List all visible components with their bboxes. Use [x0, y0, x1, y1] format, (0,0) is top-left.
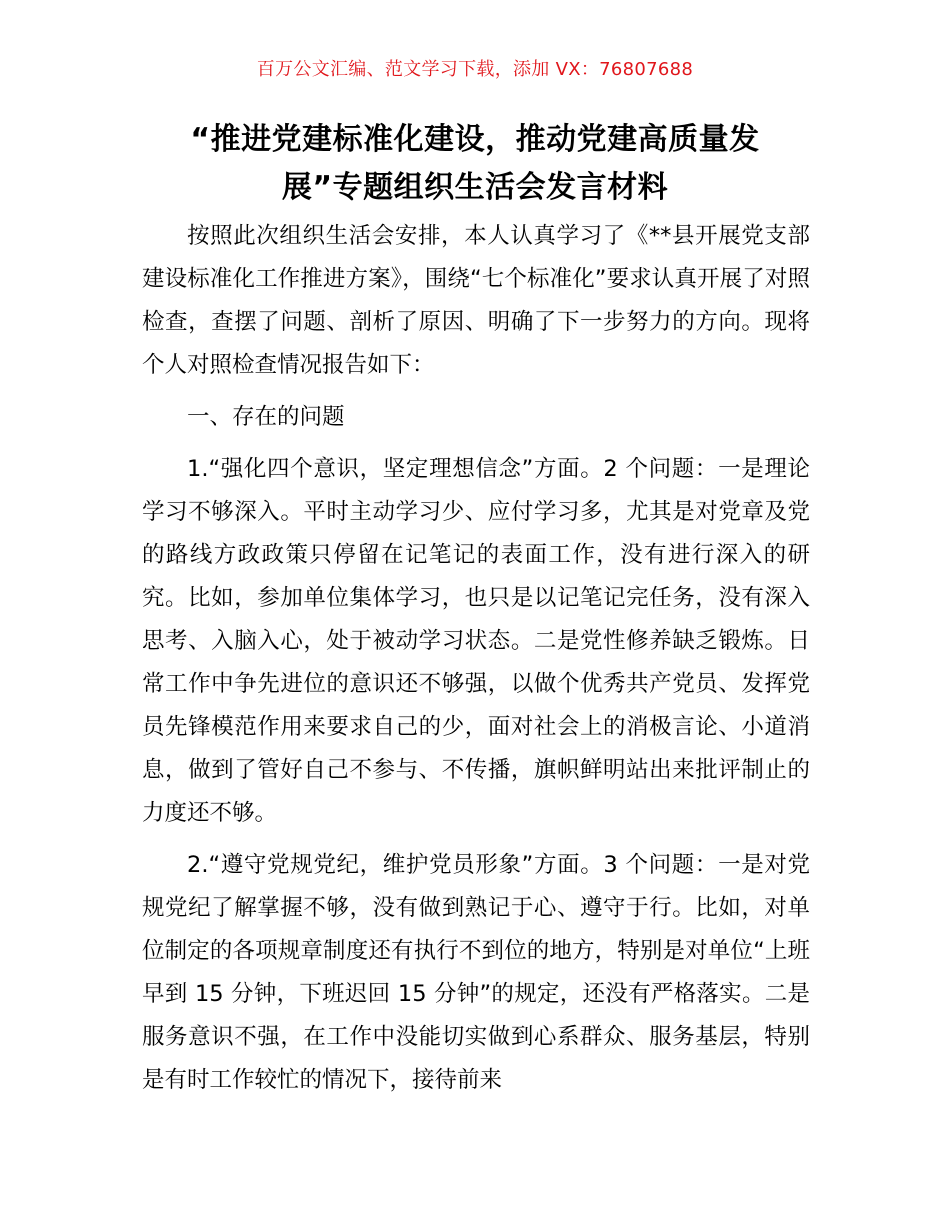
watermark-header: 百万公文汇编、范文学习下载，添加 VX：76807688 — [256, 59, 694, 80]
section-heading: 一、存在的问题 — [187, 404, 345, 430]
paragraph-intro: 按照此次组织生活会安排，本人认真学习了《**县开展党支部建设标准化工作推进方案》，围绕“七个标准化”要求认真开展了对照检查，查摆了问题、剖析了原因、明确了下一步努力的方向。现将个人对照检查情况报告如下： — [142, 223, 810, 378]
paragraph-item-1: 1.“强化四个意识，坚定理想信念”方面。2 个问题：一是理论学习不够深入。平时主动学习少、应付学习多，尤其是对党章及党的路线方政政策只停留在记笔记的表面工作，没有进行深入的研究。比如，参加单位集体学习，也只是以记笔记完任务，没有深入思考、入脑入心，处于被动学习状态。二是党性修养缺乏锻炼。日常工作中争先进位的意识还不够强，以做个优秀共产党员、发挥党员先锋模范作用来要求自己的少，面对社会上的消极言论、小道消息，做到了管好自己不参与、不传播，旗帜鲜明站出来批评制止的力度还不够。 — [142, 456, 810, 826]
document-body — [142, 215, 810, 1102]
document-title: “推进党建标准化建设，推动党建高质量发展”专题组织生活会发言材料 — [190, 122, 760, 205]
paragraph-item-2: 2.“遵守党规党纪，维护党员形象”方面。3 个问题：一是对党规党纪了解掌握不够，没有做到熟记于心、遵守于行。比如，对单位制定的各项规章制度还有执行不到位的地方，特别是对单位“上班早到 15 分钟，下班迟回 15 分钟”的规定，还没有严格落实。二是服务意识不强，在工作中没能切实做到心系群众、服务基层，特别是有时工作较忙的情况下，接待前来 — [142, 852, 810, 1093]
